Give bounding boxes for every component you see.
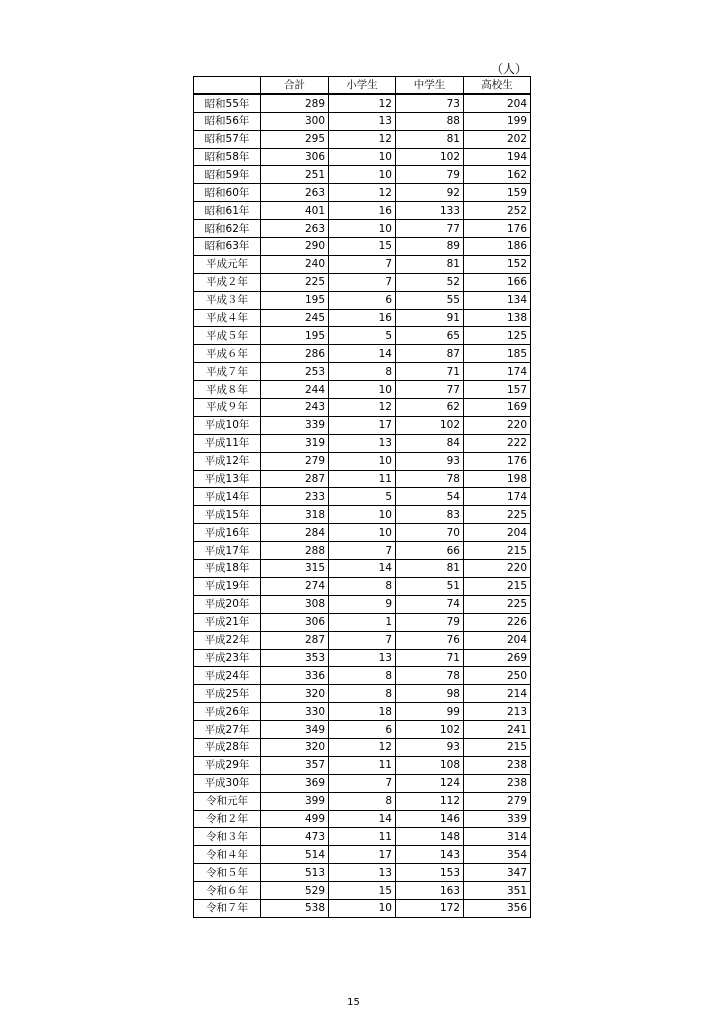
table-row	[194, 613, 531, 631]
header-row	[194, 77, 531, 95]
high-school-cell: 215	[464, 738, 531, 756]
table-row	[194, 273, 531, 291]
year-cell: 平成６年	[194, 345, 261, 363]
junior-high-cell: 81	[396, 255, 464, 273]
total-cell: 339	[261, 416, 329, 434]
students-table	[193, 76, 531, 918]
total-cell: 308	[261, 595, 329, 613]
high-school-cell: 176	[464, 452, 531, 470]
high-school-cell: 252	[464, 202, 531, 220]
junior-high-cell: 52	[396, 273, 464, 291]
year-cell: 令和元年	[194, 792, 261, 810]
junior-high-cell: 65	[396, 327, 464, 345]
elementary-cell: 1	[329, 613, 396, 631]
high-school-cell: 339	[464, 810, 531, 828]
elementary-cell: 7	[329, 774, 396, 792]
table-row	[194, 327, 531, 345]
elementary-cell: 8	[329, 363, 396, 381]
high-school-cell: 159	[464, 184, 531, 202]
junior-high-cell: 71	[396, 649, 464, 667]
table-row	[194, 255, 531, 273]
junior-high-cell: 54	[396, 488, 464, 506]
high-school-cell: 204	[464, 94, 531, 112]
elementary-cell: 6	[329, 721, 396, 739]
high-school-cell: 186	[464, 238, 531, 256]
year-cell: 昭和63年	[194, 238, 261, 256]
table-row	[194, 560, 531, 578]
total-cell: 245	[261, 309, 329, 327]
high-school-cell: 351	[464, 882, 531, 900]
junior-high-cell: 55	[396, 291, 464, 309]
year-cell: 平成４年	[194, 309, 261, 327]
high-school-cell: 125	[464, 327, 531, 345]
year-cell: 平成27年	[194, 721, 261, 739]
total-cell: 287	[261, 470, 329, 488]
year-cell: 平成19年	[194, 577, 261, 595]
year-cell: 昭和62年	[194, 220, 261, 238]
table-row	[194, 399, 531, 417]
header-junior-high: 中学生	[396, 77, 464, 95]
year-cell: 昭和60年	[194, 184, 261, 202]
total-cell: 320	[261, 685, 329, 703]
elementary-cell: 13	[329, 434, 396, 452]
table-row	[194, 94, 531, 112]
table-row	[194, 166, 531, 184]
high-school-cell: 166	[464, 273, 531, 291]
elementary-cell: 16	[329, 309, 396, 327]
junior-high-cell: 148	[396, 828, 464, 846]
elementary-cell: 15	[329, 882, 396, 900]
elementary-cell: 10	[329, 381, 396, 399]
total-cell: 274	[261, 577, 329, 595]
table-row	[194, 363, 531, 381]
junior-high-cell: 73	[396, 94, 464, 112]
junior-high-cell: 133	[396, 202, 464, 220]
junior-high-cell: 89	[396, 238, 464, 256]
total-cell: 244	[261, 381, 329, 399]
table-row	[194, 631, 531, 649]
table-row	[194, 184, 531, 202]
high-school-cell: 194	[464, 148, 531, 166]
junior-high-cell: 91	[396, 309, 464, 327]
junior-high-cell: 77	[396, 381, 464, 399]
elementary-cell: 12	[329, 130, 396, 148]
year-cell: 令和７年	[194, 899, 261, 917]
table-header	[194, 77, 531, 95]
junior-high-cell: 79	[396, 613, 464, 631]
high-school-cell: 213	[464, 703, 531, 721]
high-school-cell: 225	[464, 506, 531, 524]
junior-high-cell: 62	[396, 399, 464, 417]
year-cell: 平成29年	[194, 756, 261, 774]
year-cell: 平成26年	[194, 703, 261, 721]
total-cell: 513	[261, 864, 329, 882]
elementary-cell: 10	[329, 452, 396, 470]
high-school-cell: 238	[464, 774, 531, 792]
elementary-cell: 11	[329, 756, 396, 774]
table-row	[194, 577, 531, 595]
junior-high-cell: 70	[396, 524, 464, 542]
table-row	[194, 291, 531, 309]
total-cell: 233	[261, 488, 329, 506]
elementary-cell: 8	[329, 577, 396, 595]
year-cell: 昭和57年	[194, 130, 261, 148]
high-school-cell: 215	[464, 577, 531, 595]
high-school-cell: 226	[464, 613, 531, 631]
year-cell: 平成12年	[194, 452, 261, 470]
table-row	[194, 667, 531, 685]
elementary-cell: 17	[329, 416, 396, 434]
junior-high-cell: 124	[396, 774, 464, 792]
total-cell: 251	[261, 166, 329, 184]
high-school-cell: 134	[464, 291, 531, 309]
total-cell: 538	[261, 899, 329, 917]
junior-high-cell: 79	[396, 166, 464, 184]
high-school-cell: 214	[464, 685, 531, 703]
total-cell: 401	[261, 202, 329, 220]
header-elementary: 小学生	[329, 77, 396, 95]
year-cell: 平成30年	[194, 774, 261, 792]
table-row	[194, 774, 531, 792]
junior-high-cell: 92	[396, 184, 464, 202]
total-cell: 473	[261, 828, 329, 846]
total-cell: 289	[261, 94, 329, 112]
elementary-cell: 9	[329, 595, 396, 613]
high-school-cell: 354	[464, 846, 531, 864]
junior-high-cell: 146	[396, 810, 464, 828]
table-row	[194, 810, 531, 828]
total-cell: 253	[261, 363, 329, 381]
elementary-cell: 12	[329, 184, 396, 202]
high-school-cell: 356	[464, 899, 531, 917]
year-cell: 平成11年	[194, 434, 261, 452]
junior-high-cell: 112	[396, 792, 464, 810]
total-cell: 195	[261, 291, 329, 309]
high-school-cell: 138	[464, 309, 531, 327]
table-row	[194, 524, 531, 542]
total-cell: 195	[261, 327, 329, 345]
year-cell: 平成18年	[194, 560, 261, 578]
high-school-cell: 220	[464, 416, 531, 434]
total-cell: 288	[261, 542, 329, 560]
total-cell: 514	[261, 846, 329, 864]
total-cell: 529	[261, 882, 329, 900]
year-cell: 平成10年	[194, 416, 261, 434]
total-cell: 225	[261, 273, 329, 291]
high-school-cell: 185	[464, 345, 531, 363]
year-cell: 平成17年	[194, 542, 261, 560]
junior-high-cell: 71	[396, 363, 464, 381]
total-cell: 263	[261, 184, 329, 202]
total-cell: 353	[261, 649, 329, 667]
year-cell: 平成25年	[194, 685, 261, 703]
table-row	[194, 649, 531, 667]
year-cell: 昭和58年	[194, 148, 261, 166]
elementary-cell: 12	[329, 399, 396, 417]
total-cell: 263	[261, 220, 329, 238]
total-cell: 499	[261, 810, 329, 828]
total-cell: 279	[261, 452, 329, 470]
high-school-cell: 174	[464, 488, 531, 506]
table-row	[194, 542, 531, 560]
elementary-cell: 14	[329, 345, 396, 363]
junior-high-cell: 76	[396, 631, 464, 649]
table-row	[194, 452, 531, 470]
high-school-cell: 176	[464, 220, 531, 238]
year-cell: 令和２年	[194, 810, 261, 828]
elementary-cell: 10	[329, 524, 396, 542]
elementary-cell: 7	[329, 631, 396, 649]
high-school-cell: 199	[464, 112, 531, 130]
total-cell: 290	[261, 238, 329, 256]
junior-high-cell: 143	[396, 846, 464, 864]
year-cell: 昭和61年	[194, 202, 261, 220]
table-row	[194, 792, 531, 810]
year-cell: 平成14年	[194, 488, 261, 506]
total-cell: 369	[261, 774, 329, 792]
junior-high-cell: 98	[396, 685, 464, 703]
total-cell: 320	[261, 738, 329, 756]
junior-high-cell: 88	[396, 112, 464, 130]
table-row	[194, 685, 531, 703]
table-row	[194, 828, 531, 846]
table-row	[194, 416, 531, 434]
high-school-cell: 162	[464, 166, 531, 184]
elementary-cell: 12	[329, 94, 396, 112]
elementary-cell: 8	[329, 792, 396, 810]
junior-high-cell: 84	[396, 434, 464, 452]
high-school-cell: 347	[464, 864, 531, 882]
table-row	[194, 721, 531, 739]
high-school-cell: 269	[464, 649, 531, 667]
junior-high-cell: 102	[396, 416, 464, 434]
year-cell: 平成20年	[194, 595, 261, 613]
high-school-cell: 198	[464, 470, 531, 488]
junior-high-cell: 51	[396, 577, 464, 595]
table-row	[194, 899, 531, 917]
total-cell: 318	[261, 506, 329, 524]
high-school-cell: 157	[464, 381, 531, 399]
header-total: 合計	[261, 77, 329, 95]
table-row	[194, 756, 531, 774]
year-cell: 平成28年	[194, 738, 261, 756]
year-cell: 平成16年	[194, 524, 261, 542]
table-row	[194, 488, 531, 506]
table-row	[194, 309, 531, 327]
high-school-cell: 169	[464, 399, 531, 417]
high-school-cell: 152	[464, 255, 531, 273]
high-school-cell: 241	[464, 721, 531, 739]
year-cell: 昭和56年	[194, 112, 261, 130]
junior-high-cell: 83	[396, 506, 464, 524]
table-row	[194, 470, 531, 488]
table-row	[194, 882, 531, 900]
high-school-cell: 174	[464, 363, 531, 381]
year-cell: 平成21年	[194, 613, 261, 631]
total-cell: 349	[261, 721, 329, 739]
total-cell: 284	[261, 524, 329, 542]
elementary-cell: 6	[329, 291, 396, 309]
table-row	[194, 220, 531, 238]
elementary-cell: 10	[329, 220, 396, 238]
junior-high-cell: 78	[396, 667, 464, 685]
total-cell: 300	[261, 112, 329, 130]
total-cell: 357	[261, 756, 329, 774]
total-cell: 319	[261, 434, 329, 452]
year-cell: 平成７年	[194, 363, 261, 381]
junior-high-cell: 81	[396, 130, 464, 148]
year-cell: 昭和55年	[194, 94, 261, 112]
junior-high-cell: 153	[396, 864, 464, 882]
junior-high-cell: 163	[396, 882, 464, 900]
table-row	[194, 506, 531, 524]
year-cell: 平成５年	[194, 327, 261, 345]
year-cell: 平成３年	[194, 291, 261, 309]
total-cell: 243	[261, 399, 329, 417]
table-row	[194, 864, 531, 882]
elementary-cell: 7	[329, 255, 396, 273]
header-year	[194, 77, 261, 95]
unit-label: （人）	[491, 62, 528, 76]
elementary-cell: 14	[329, 810, 396, 828]
junior-high-cell: 78	[396, 470, 464, 488]
table-row	[194, 345, 531, 363]
year-cell: 平成13年	[194, 470, 261, 488]
junior-high-cell: 172	[396, 899, 464, 917]
junior-high-cell: 102	[396, 148, 464, 166]
year-cell: 平成24年	[194, 667, 261, 685]
total-cell: 295	[261, 130, 329, 148]
elementary-cell: 8	[329, 667, 396, 685]
junior-high-cell: 66	[396, 542, 464, 560]
junior-high-cell: 93	[396, 452, 464, 470]
total-cell: 286	[261, 345, 329, 363]
table-row	[194, 238, 531, 256]
elementary-cell: 13	[329, 649, 396, 667]
elementary-cell: 10	[329, 899, 396, 917]
total-cell: 330	[261, 703, 329, 721]
elementary-cell: 11	[329, 470, 396, 488]
year-cell: 令和３年	[194, 828, 261, 846]
year-cell: 令和４年	[194, 846, 261, 864]
total-cell: 306	[261, 148, 329, 166]
table-row	[194, 703, 531, 721]
elementary-cell: 14	[329, 560, 396, 578]
total-cell: 399	[261, 792, 329, 810]
year-cell: 令和５年	[194, 864, 261, 882]
junior-high-cell: 93	[396, 738, 464, 756]
elementary-cell: 10	[329, 166, 396, 184]
high-school-cell: 222	[464, 434, 531, 452]
junior-high-cell: 77	[396, 220, 464, 238]
junior-high-cell: 87	[396, 345, 464, 363]
total-cell: 240	[261, 255, 329, 273]
elementary-cell: 7	[329, 542, 396, 560]
junior-high-cell: 108	[396, 756, 464, 774]
table-body	[194, 94, 531, 917]
year-cell: 平成８年	[194, 381, 261, 399]
year-cell: 平成９年	[194, 399, 261, 417]
table-row	[194, 112, 531, 130]
year-cell: 昭和59年	[194, 166, 261, 184]
page-number: 15	[347, 997, 360, 1008]
table-row	[194, 130, 531, 148]
year-cell: 平成２年	[194, 273, 261, 291]
elementary-cell: 8	[329, 685, 396, 703]
header-high-school: 高校生	[464, 77, 531, 95]
year-cell: 平成23年	[194, 649, 261, 667]
elementary-cell: 16	[329, 202, 396, 220]
junior-high-cell: 81	[396, 560, 464, 578]
table-row	[194, 148, 531, 166]
table-row	[194, 595, 531, 613]
high-school-cell: 204	[464, 524, 531, 542]
elementary-cell: 18	[329, 703, 396, 721]
high-school-cell: 225	[464, 595, 531, 613]
elementary-cell: 12	[329, 738, 396, 756]
junior-high-cell: 102	[396, 721, 464, 739]
total-cell: 306	[261, 613, 329, 631]
table-row	[194, 434, 531, 452]
elementary-cell: 11	[329, 828, 396, 846]
elementary-cell: 10	[329, 148, 396, 166]
total-cell: 336	[261, 667, 329, 685]
year-cell: 平成15年	[194, 506, 261, 524]
high-school-cell: 215	[464, 542, 531, 560]
elementary-cell: 13	[329, 112, 396, 130]
elementary-cell: 7	[329, 273, 396, 291]
high-school-cell: 220	[464, 560, 531, 578]
high-school-cell: 238	[464, 756, 531, 774]
year-cell: 平成22年	[194, 631, 261, 649]
junior-high-cell: 99	[396, 703, 464, 721]
total-cell: 315	[261, 560, 329, 578]
table-row	[194, 738, 531, 756]
table-row	[194, 202, 531, 220]
junior-high-cell: 74	[396, 595, 464, 613]
year-cell: 令和６年	[194, 882, 261, 900]
elementary-cell: 17	[329, 846, 396, 864]
high-school-cell: 204	[464, 631, 531, 649]
elementary-cell: 5	[329, 488, 396, 506]
high-school-cell: 202	[464, 130, 531, 148]
total-cell: 287	[261, 631, 329, 649]
table-row	[194, 846, 531, 864]
elementary-cell: 10	[329, 506, 396, 524]
elementary-cell: 5	[329, 327, 396, 345]
high-school-cell: 250	[464, 667, 531, 685]
elementary-cell: 15	[329, 238, 396, 256]
year-cell: 平成元年	[194, 255, 261, 273]
high-school-cell: 279	[464, 792, 531, 810]
high-school-cell: 314	[464, 828, 531, 846]
table-row	[194, 381, 531, 399]
elementary-cell: 13	[329, 864, 396, 882]
